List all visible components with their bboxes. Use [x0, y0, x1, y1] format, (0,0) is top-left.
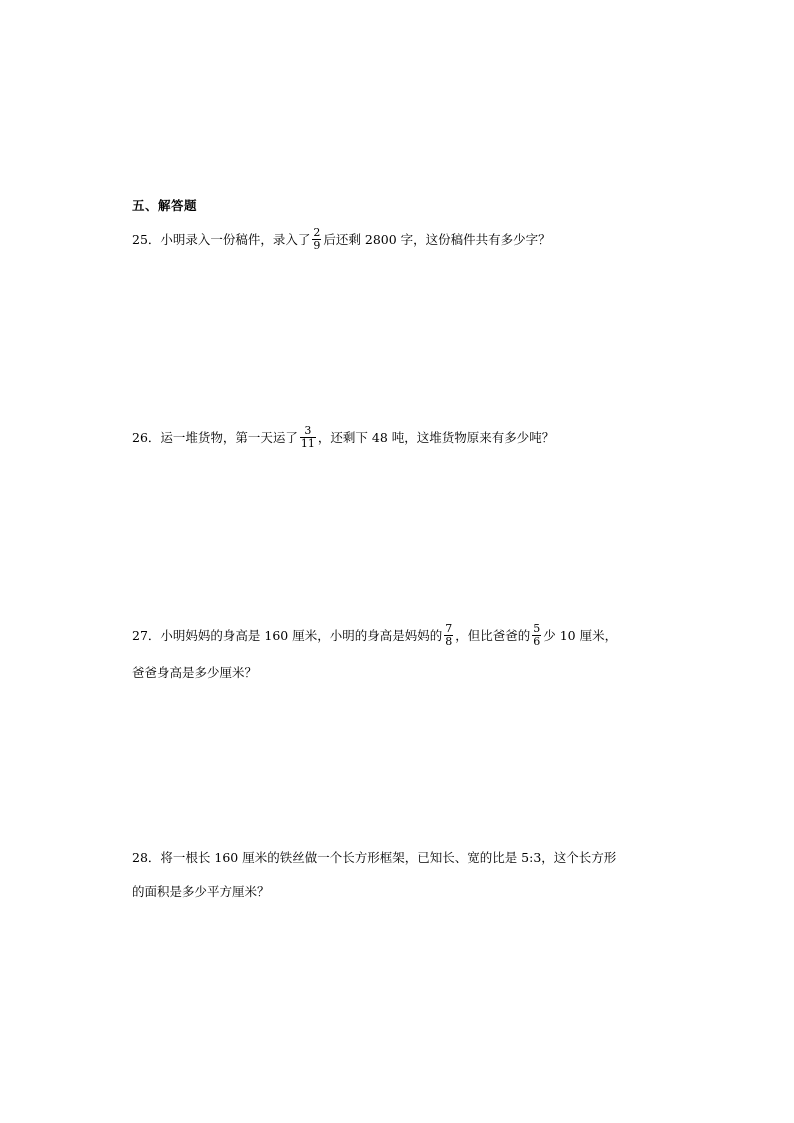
problem-text: 小明录入一份稿件，录入了: [160, 232, 311, 247]
problem-text: 运一堆货物，第一天运了: [160, 430, 298, 445]
problem-28-line-2: 的面积是多少平方厘米？: [132, 884, 270, 899]
problem-27: [132, 624, 617, 649]
problem-25: [132, 228, 551, 253]
fraction-denominator: 11: [300, 437, 315, 450]
fraction-numerator: 7: [445, 622, 453, 635]
problem-26: [132, 426, 554, 451]
problem-text: 小明妈妈的身高是 160 厘米，小明的身高是妈妈的: [160, 628, 443, 643]
problem-text: ，还剩下 48 吨，这堆货物原来有多少吨？: [317, 430, 555, 445]
fraction: [532, 623, 541, 648]
problem-27-line-2: 爸爸身高是多少厘米？: [132, 665, 258, 680]
fraction-numerator: 3: [300, 425, 316, 438]
fraction: [300, 425, 316, 450]
problem-text: ，但比爸爸的: [455, 628, 531, 643]
fraction-denominator: 6: [533, 635, 541, 648]
fraction: [444, 623, 453, 648]
fraction-denominator: 9: [313, 239, 321, 252]
problem-number: 28．: [132, 850, 161, 865]
problem-number: 25．: [132, 232, 161, 247]
fraction-denominator: 8: [445, 635, 453, 648]
fraction-numerator: 5: [533, 622, 541, 635]
problem-number: 26．: [132, 430, 161, 445]
fraction: [312, 227, 321, 252]
problem-28: [132, 850, 616, 866]
fraction-numerator: 2: [313, 226, 321, 239]
problem-text: 少 10 厘米，: [543, 628, 618, 643]
section-heading: 五、解答题: [132, 198, 198, 213]
problem-text: 将一根长 160 厘米的铁丝做一个长方形框架，已知长、宽的比是 5:3，这个长方形: [160, 850, 617, 865]
problem-number: 27．: [132, 628, 161, 643]
problem-text: 后还剩 2800 字，这份稿件共有多少字？: [323, 232, 551, 247]
